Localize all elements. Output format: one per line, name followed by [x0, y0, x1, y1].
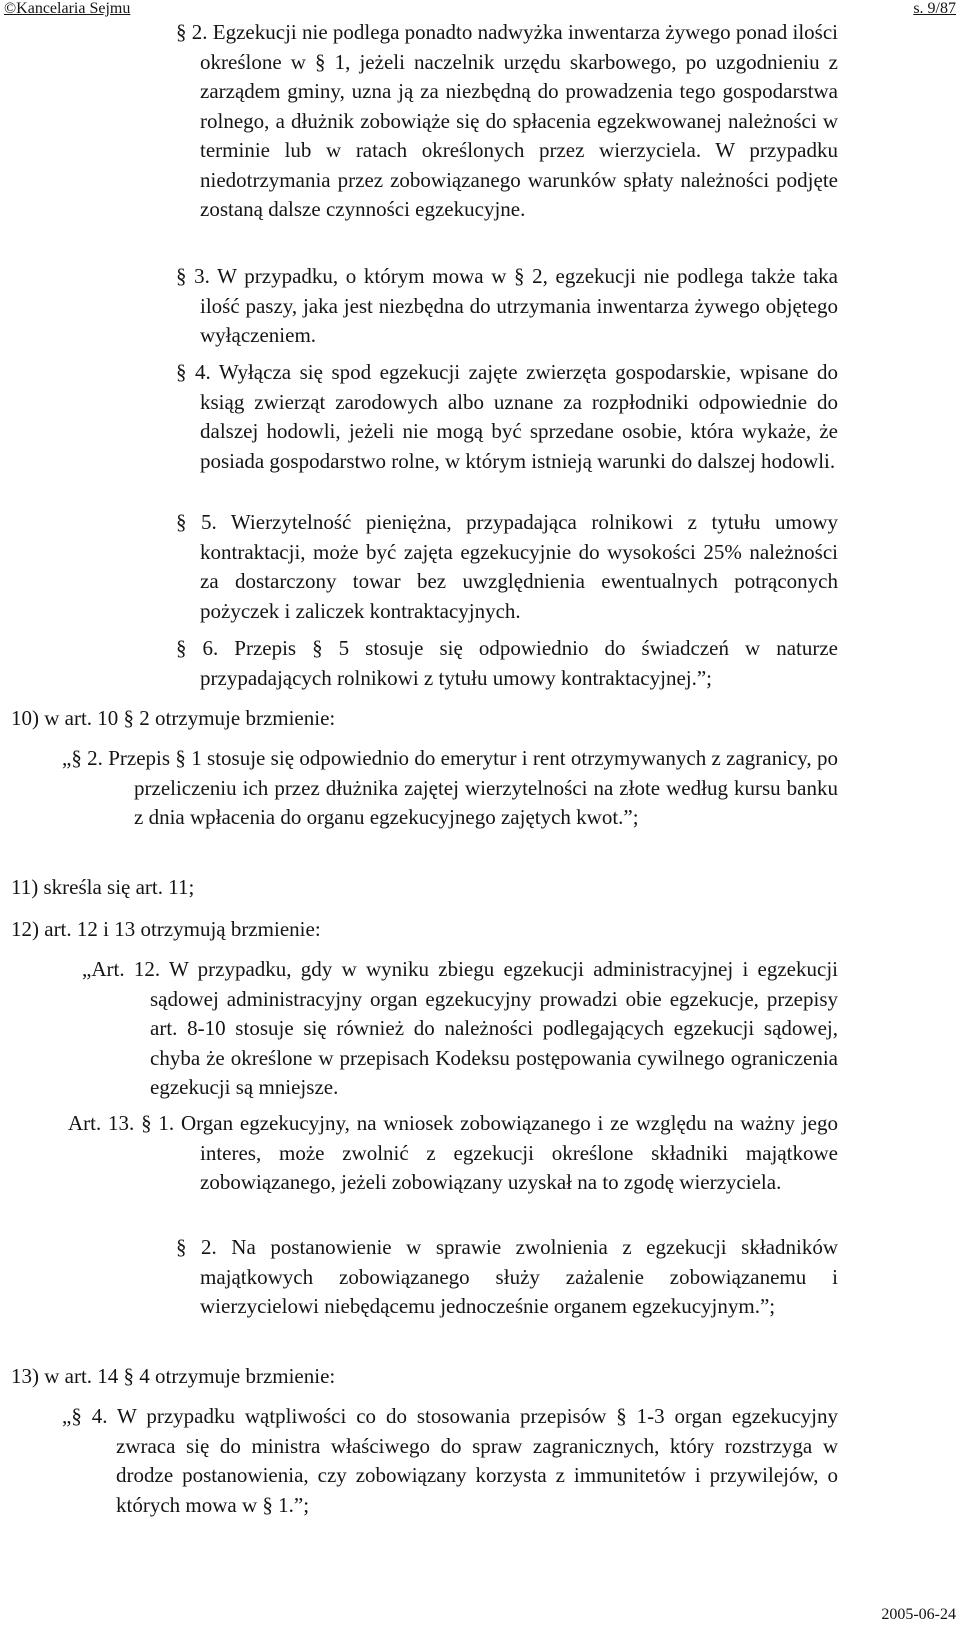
header-copyright: ©Kancelaria Sejmu [4, 0, 131, 17]
quoted-article-13-section-1: Art. 13. § 1. Organ egzekucyjny, na wniosek zobowiązanego i ze względu na ważny jego interes, może zwolnić z egzekucji określone składniki majątkowe zobowiązanego, jeżeli zobowiązany uzyskał na to zgodę wierzyciela. [68, 1111, 838, 1194]
point-10: 10) w art. 10 § 2 otrzymuje brzmienie: [11, 706, 336, 730]
point-11: 11) skreśla się art. 11; [11, 875, 195, 899]
quoted-article-12: „Art. 12. W przypadku, gdy w wyniku zbiegu egzekucji administracyjnej i egzekucji sądowej administracyjny organ egzekucyjny prowadzi obie egzekucje, przepisy art. 8-10 stosuje się również do należności podlegających egzekucji sądowej, chyba że określone w przepisach Kodeksu postępowania cywilnego ograniczenia egzekucji są mniejsze. [82, 957, 838, 1099]
paragraph-3: § 3. W przypadku, o którym mowa w § 2, egzekucji nie podlega także taka ilość paszy, jaka jest niezbędna do utrzymania inwentarza żywego objętego wyłączeniem. [176, 264, 838, 347]
point-13: 13) w art. 14 § 4 otrzymuje brzmienie: [11, 1364, 336, 1388]
header-page-number: s. 9/87 [913, 0, 956, 17]
footer-date: 2005-06-24 [881, 1606, 956, 1623]
paragraph-6: § 6. Przepis § 5 stosuje się odpowiednio do świadczeń w naturze przypadających rolnikowi z tytułu umowy kontraktacyjnej.”; [176, 636, 838, 690]
point-12: 12) art. 12 i 13 otrzymują brzmienie: [11, 917, 321, 941]
quoted-article-13-section-2: § 2. Na postanowienie w sprawie zwolnienia z egzekucji składników majątkowych zobowiązanego służy zażalenie zobowiązanemu i wierzycielowi niebędącemu jednocześnie organem egzekucyjnym.”; [176, 1235, 838, 1318]
paragraph-2: § 2. Egzekucji nie podlega ponadto nadwyżka inwentarza żywego ponad ilości określone w § 1, jeżeli naczelnik urzędu skarbowego, po uzgodnieniu z zarządem gminy, uzna ją za niezbędną do prowadzenia tego gospodarstwa rolnego, a dłużnik zobowiąże się do spłacenia egzekwowanej należności w terminie lub w ratach określonych przez wierzyciela. W przypadku niedotrzymania przez zobowiązanego warunków spłaty należności podjęte zostaną dalsze czynności egzekucyjne. [176, 20, 838, 221]
quoted-paragraph-2: „§ 2. Przepis § 1 stosuje się odpowiednio do emerytur i rent otrzymywanych z zagranicy, po przeliczeniu ich przez dłużnika zajętej wierzytelności na złote według kursu banku z dnia wpłacenia do organu egzekucyjnego zajętych kwot.”; [62, 746, 838, 829]
paragraph-5: § 5. Wierzytelność pieniężna, przypadająca rolnikowi z tytułu umowy kontraktacji, może być zajęta egzekucyjnie do wysokości 25% należności za dostarczony towar bez uwzględnienia ewentualnych potrąconych pożyczek i zaliczek kontraktacyjnych. [176, 510, 838, 623]
quoted-paragraph-4: „§ 4. W przypadku wątpliwości co do stosowania przepisów § 1-3 organ egzekucyjny zwraca się do ministra właściwego do spraw zagranicznych, który rozstrzyga w drodze postanowienia, czy zobowiązany korzysta z immunitetów i przywilejów, o których mowa w § 1.”; [62, 1404, 838, 1517]
paragraph-4: § 4. Wyłącza się spod egzekucji zajęte zwierzęta gospodarskie, wpisane do ksiąg zwierząt zarodowych albo uznane za rozpłodniki odpowiednie do dalszej hodowli, jeżeli nie mogą być sprzedane osobie, która wykaże, że posiada gospodarstwo rolne, w którym istnieją warunki do dalszej hodowli. [176, 360, 838, 473]
